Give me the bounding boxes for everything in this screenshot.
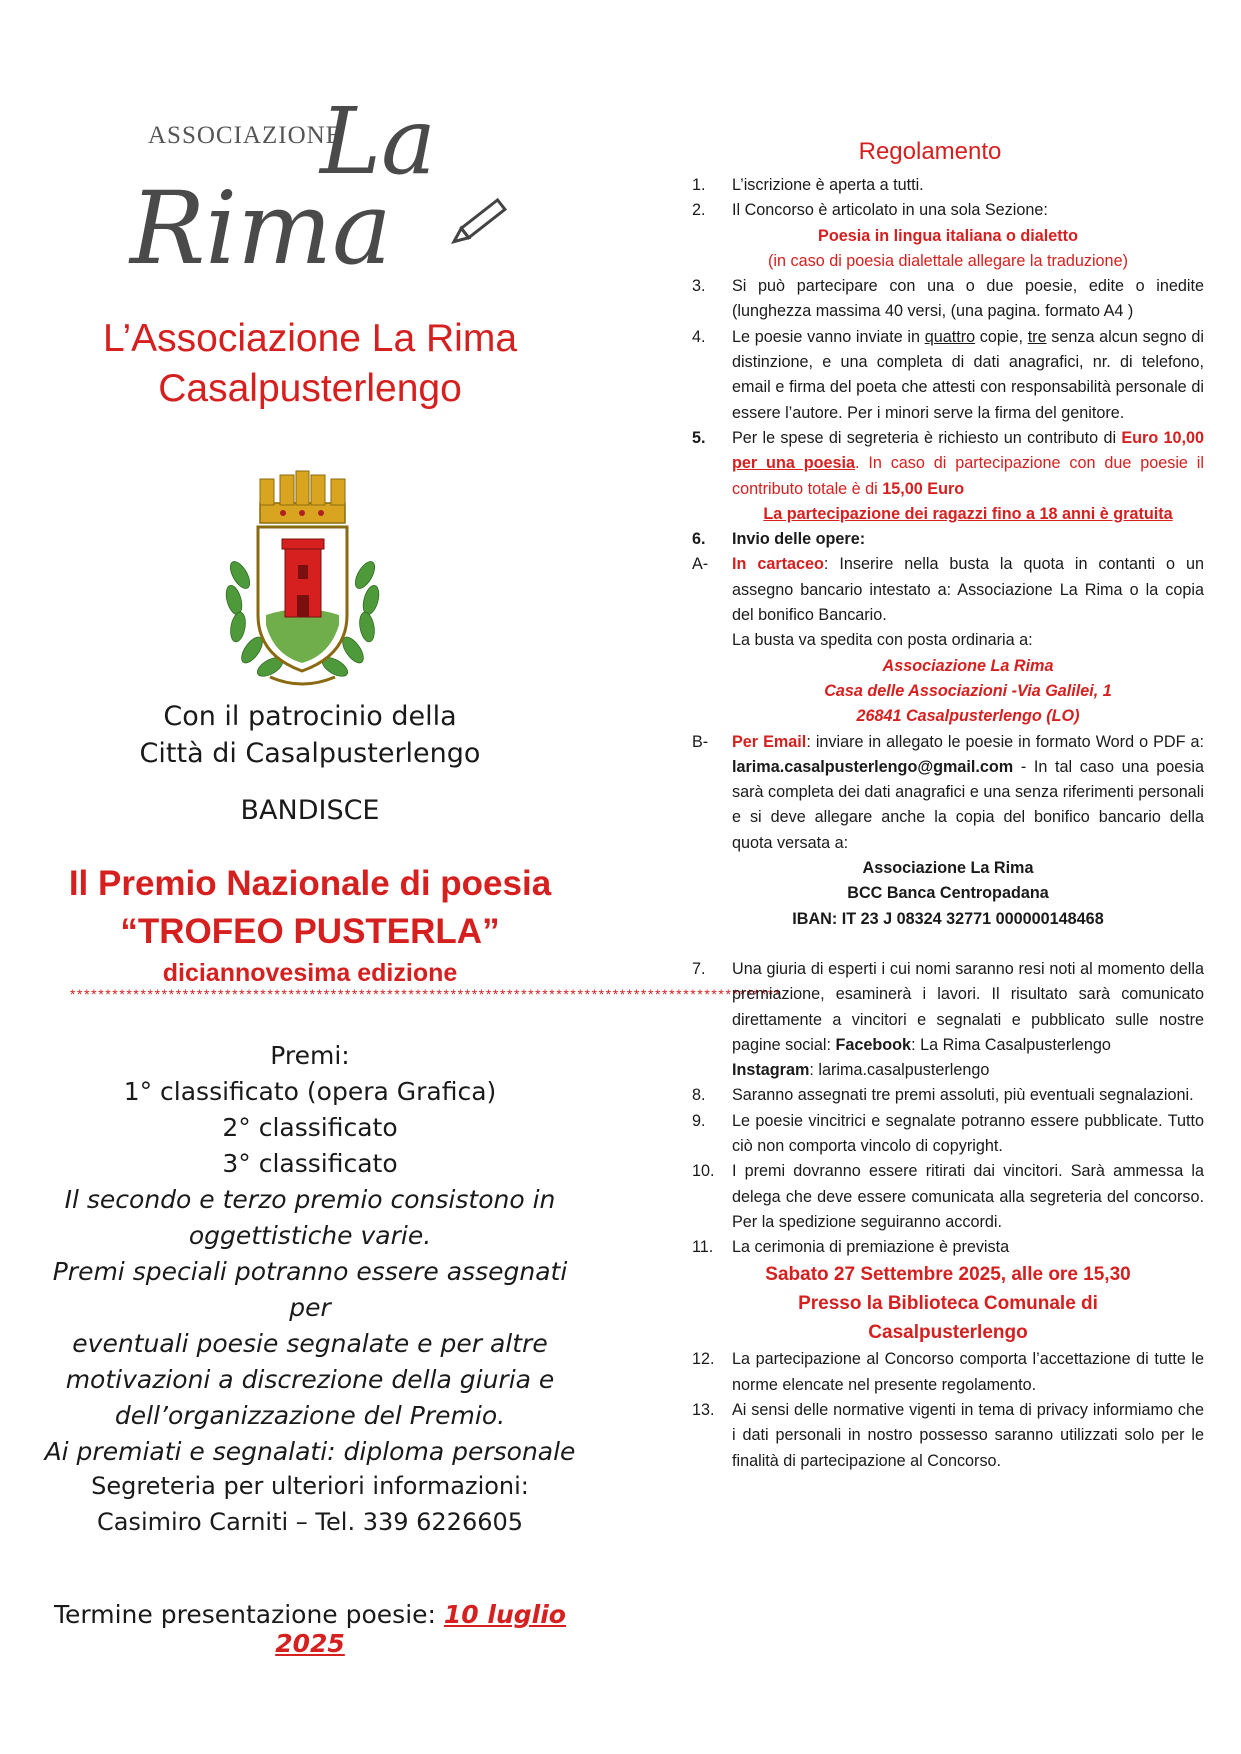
free-participation: La partecipazione dei ragazzi fino a 18 anni è gratuita bbox=[763, 504, 1173, 523]
rule-text: I premi dovranno essere ritirati dai vincitori. Sarà ammessa la delega che deve essere comunicata alla segreteria del concorso. Per la spedizione seguiranno accordi. bbox=[732, 1162, 1204, 1231]
prize-first: 1° classificato (opera Grafica) bbox=[123, 1077, 497, 1106]
city-coat-of-arms-icon bbox=[210, 465, 395, 695]
bank-line: Associazione La Rima bbox=[862, 859, 1034, 878]
address-line: Casa delle Associazioni -Via Galilei, 1 bbox=[824, 681, 1112, 700]
email-link[interactable]: larima.casalpusterlengo@gmail.com bbox=[732, 757, 1014, 776]
prizes-note-line: Il secondo e terzo premio consistono in bbox=[64, 1185, 556, 1214]
prizes-note-line: motivazioni a discrezione della giuria e bbox=[65, 1365, 555, 1394]
rule-number: 8. bbox=[692, 1086, 706, 1105]
prize-title bbox=[40, 860, 580, 990]
association-logo bbox=[120, 85, 520, 295]
prizes-section bbox=[30, 1038, 590, 1470]
fee-unit: per una poesia bbox=[732, 454, 855, 473]
rule-number: 5. bbox=[692, 428, 706, 447]
social-label: Facebook bbox=[835, 1035, 912, 1054]
rule-text: Le poesie vanno inviate in bbox=[732, 327, 925, 346]
rule-12 bbox=[692, 1347, 1204, 1398]
rule-3 bbox=[692, 274, 1204, 325]
rule-number: 10. bbox=[692, 1162, 715, 1181]
rule-13 bbox=[692, 1398, 1204, 1474]
rule-text: senza alcun segno di distinzione, e una completa di dati anagrafici, nr. di telefono, email e firma del poeta che attesti con responsabilità personale di essere l’autore. Per i minori serve la firma del genitore. bbox=[732, 327, 1204, 422]
rule-number: 3. bbox=[692, 277, 706, 296]
rule-b bbox=[692, 730, 1204, 856]
prizes-heading: Premi: bbox=[270, 1041, 350, 1070]
rule-number: B- bbox=[692, 732, 709, 751]
rule-number: 11. bbox=[692, 1238, 714, 1257]
fee-text: . In caso di partecipazione con due poesie il contributo totale è di bbox=[732, 454, 1204, 498]
logo-word-la: La bbox=[320, 88, 436, 195]
ceremony-date: Sabato 27 Settembre 2025, alle ore 15,30 bbox=[765, 1264, 1131, 1286]
patronage-line2: Città di Casalpusterlengo bbox=[139, 738, 481, 769]
deadline-label: Termine presentazione poesie: bbox=[54, 1600, 444, 1629]
ceremony-place: Presso la Biblioteca Comunale di bbox=[798, 1293, 1098, 1315]
rule-text: Invio delle opere: bbox=[732, 530, 866, 549]
rule-text: Si può partecipare con una o due poesie, edite o inedite (lunghezza massima 40 versi, (una pagina. formato A4 ) bbox=[732, 277, 1204, 321]
rule-text: La cerimonia di premiazione è prevista bbox=[732, 1238, 1010, 1257]
iban: IBAN: IT 23 J 08324 32771 000000148468 bbox=[792, 909, 1104, 928]
rule-text: Saranno assegnati tre premi assoluti, più eventuali segnalazioni. bbox=[732, 1086, 1194, 1105]
prize-third: 3° classificato bbox=[222, 1149, 398, 1178]
rule-text: Il Concorso è articolato in una sola Sezione: bbox=[732, 201, 1048, 220]
prizes-note-line: oggettistiche varie. bbox=[188, 1221, 432, 1250]
rule-number: A- bbox=[692, 555, 709, 574]
ceremony-city: Casalpusterlengo bbox=[868, 1322, 1028, 1344]
rule-text: La busta va spedita con posta ordinaria a: bbox=[732, 631, 1033, 650]
rule-number: 12. bbox=[692, 1350, 715, 1369]
crown-icon bbox=[260, 471, 345, 523]
prize-title-line1: Il Premio Nazionale di poesia bbox=[68, 864, 552, 903]
rule-4 bbox=[692, 325, 1204, 426]
rule-8 bbox=[692, 1083, 1204, 1108]
rule-text: Ai sensi delle normative vigenti in tema di privacy informiamo che i dati personali in nostro possesso saranno utilizzati solo per le finalità di partecipazione al Concorso. bbox=[732, 1401, 1204, 1470]
patronage bbox=[60, 698, 560, 772]
rule-2 bbox=[692, 198, 1204, 223]
rule-number: 9. bbox=[692, 1111, 706, 1130]
title-city: Casalpusterlengo bbox=[158, 367, 462, 410]
association-title bbox=[60, 314, 560, 414]
section-note: (in caso di poesia dialettale allegare la traduzione) bbox=[768, 251, 1128, 270]
fee-total: 15,00 Euro bbox=[882, 479, 965, 498]
rule-text: La partecipazione al Concorso comporta l’accettazione di tutte le norme elencate nel presente regolamento. bbox=[732, 1350, 1204, 1394]
secretary-phone: Casimiro Carniti – Tel. 339 6226605 bbox=[96, 1508, 524, 1536]
fee-amount: Euro 10,00 bbox=[1121, 428, 1204, 447]
method-label: In cartaceo bbox=[732, 555, 824, 574]
logo-word-rima: Rima bbox=[130, 170, 392, 287]
rule-number: 1. bbox=[692, 176, 706, 194]
bandisce-heading: BANDISCE bbox=[240, 795, 380, 826]
prizes-note-line: dell’organizzazione del Premio. bbox=[114, 1401, 506, 1430]
address-line: Associazione La Rima bbox=[882, 656, 1054, 675]
secretary-contact bbox=[40, 1468, 580, 1540]
rule-11 bbox=[692, 1235, 1204, 1260]
rule-number: 4. bbox=[692, 327, 706, 346]
regolamento-title: Regolamento bbox=[858, 138, 1002, 165]
submission-deadline bbox=[20, 1600, 600, 1658]
secretary-label: Segreteria per ulteriori informazioni: bbox=[91, 1472, 529, 1500]
rule-text-underline: quattro bbox=[924, 327, 976, 346]
deadline-date: 10 luglio 2025 bbox=[275, 1600, 566, 1658]
social-handle: : larima.casalpusterlengo bbox=[809, 1061, 990, 1080]
rule-text-underline: tre bbox=[1027, 327, 1047, 346]
address-line: 26841 Casalpusterlengo (LO) bbox=[856, 707, 1080, 726]
logo-word-associazione: ASSOCIAZIONE bbox=[148, 122, 342, 149]
rule-text: Le poesie vincitrici e segnalate potranno essere pubblicate. Tutto ciò non comporta vincolo di copyright. bbox=[732, 1111, 1204, 1155]
rule-text: L’iscrizione è aperta a tutti. bbox=[732, 176, 924, 194]
rule-number: 7. bbox=[692, 959, 706, 978]
social-handle: : La Rima Casalpusterlengo bbox=[911, 1035, 1111, 1054]
rule-text: Per le spese di segreteria è richiesto un contributo di bbox=[732, 428, 1122, 447]
title-name: La Rima bbox=[371, 317, 518, 360]
rule-9 bbox=[692, 1109, 1204, 1160]
rule-10 bbox=[692, 1159, 1204, 1235]
rule-number: 13. bbox=[692, 1401, 715, 1420]
patronage-line1: Con il patrocinio della bbox=[163, 701, 457, 732]
rule-number: 2. bbox=[692, 201, 706, 220]
prizes-note-line: Ai premiati e segnalati: diploma personale bbox=[44, 1437, 576, 1466]
method-label: Per Email bbox=[732, 732, 807, 751]
rule-text: copie, bbox=[975, 327, 1028, 346]
prize-title-edition: diciannovesima edizione bbox=[162, 959, 458, 987]
rule-text: : Inserire nella busta la quota in contanti o un assegno bancario intestato a: Associazione La Rima o la copia del bonifico Bancario. bbox=[732, 555, 1204, 625]
star-divider: ***************************************************************************************************** bbox=[70, 986, 782, 1002]
rule-a bbox=[692, 552, 1204, 628]
rule-5 bbox=[692, 426, 1204, 502]
pencil-icon bbox=[450, 200, 505, 246]
prizes-note-line: eventuali poesie segnalate e per altre bbox=[72, 1329, 548, 1358]
rule-number: 6. bbox=[692, 530, 706, 549]
title-prefix: L’Associazione bbox=[102, 317, 372, 360]
rule-text: - In tal caso una poesia sarà completa dei dati anagrafici e una senza riferimenti personali e si deve allegare anche la copia del bonifico bancario della quota versata a: bbox=[732, 757, 1204, 852]
section-name: Poesia in lingua italiana o dialetto bbox=[818, 226, 1078, 245]
prizes-note-line: Premi speciali potranno essere assegnati per bbox=[52, 1257, 568, 1322]
social-label: Instagram bbox=[732, 1061, 810, 1080]
prize-title-trofeo: “TROFEO PUSTERLA” bbox=[120, 912, 500, 951]
rule-text: : inviare in allegato le poesie in formato Word o PDF a: bbox=[806, 732, 1204, 751]
rule-1 bbox=[692, 173, 1204, 198]
rules-list bbox=[692, 173, 1204, 1474]
prize-second: 2° classificato bbox=[222, 1113, 398, 1142]
rule-7 bbox=[692, 957, 1204, 1058]
bank-line: BCC Banca Centropadana bbox=[847, 884, 1049, 903]
rule-text: Una giuria di esperti i cui nomi saranno resi noti al momento della premiazione, esaminerà i lavori. Il risultato sarà comunicato direttamente a vincitori e segnalati e pubblicato sulle nostre pagine social: bbox=[732, 959, 1204, 1054]
rule-6 bbox=[692, 527, 1204, 552]
